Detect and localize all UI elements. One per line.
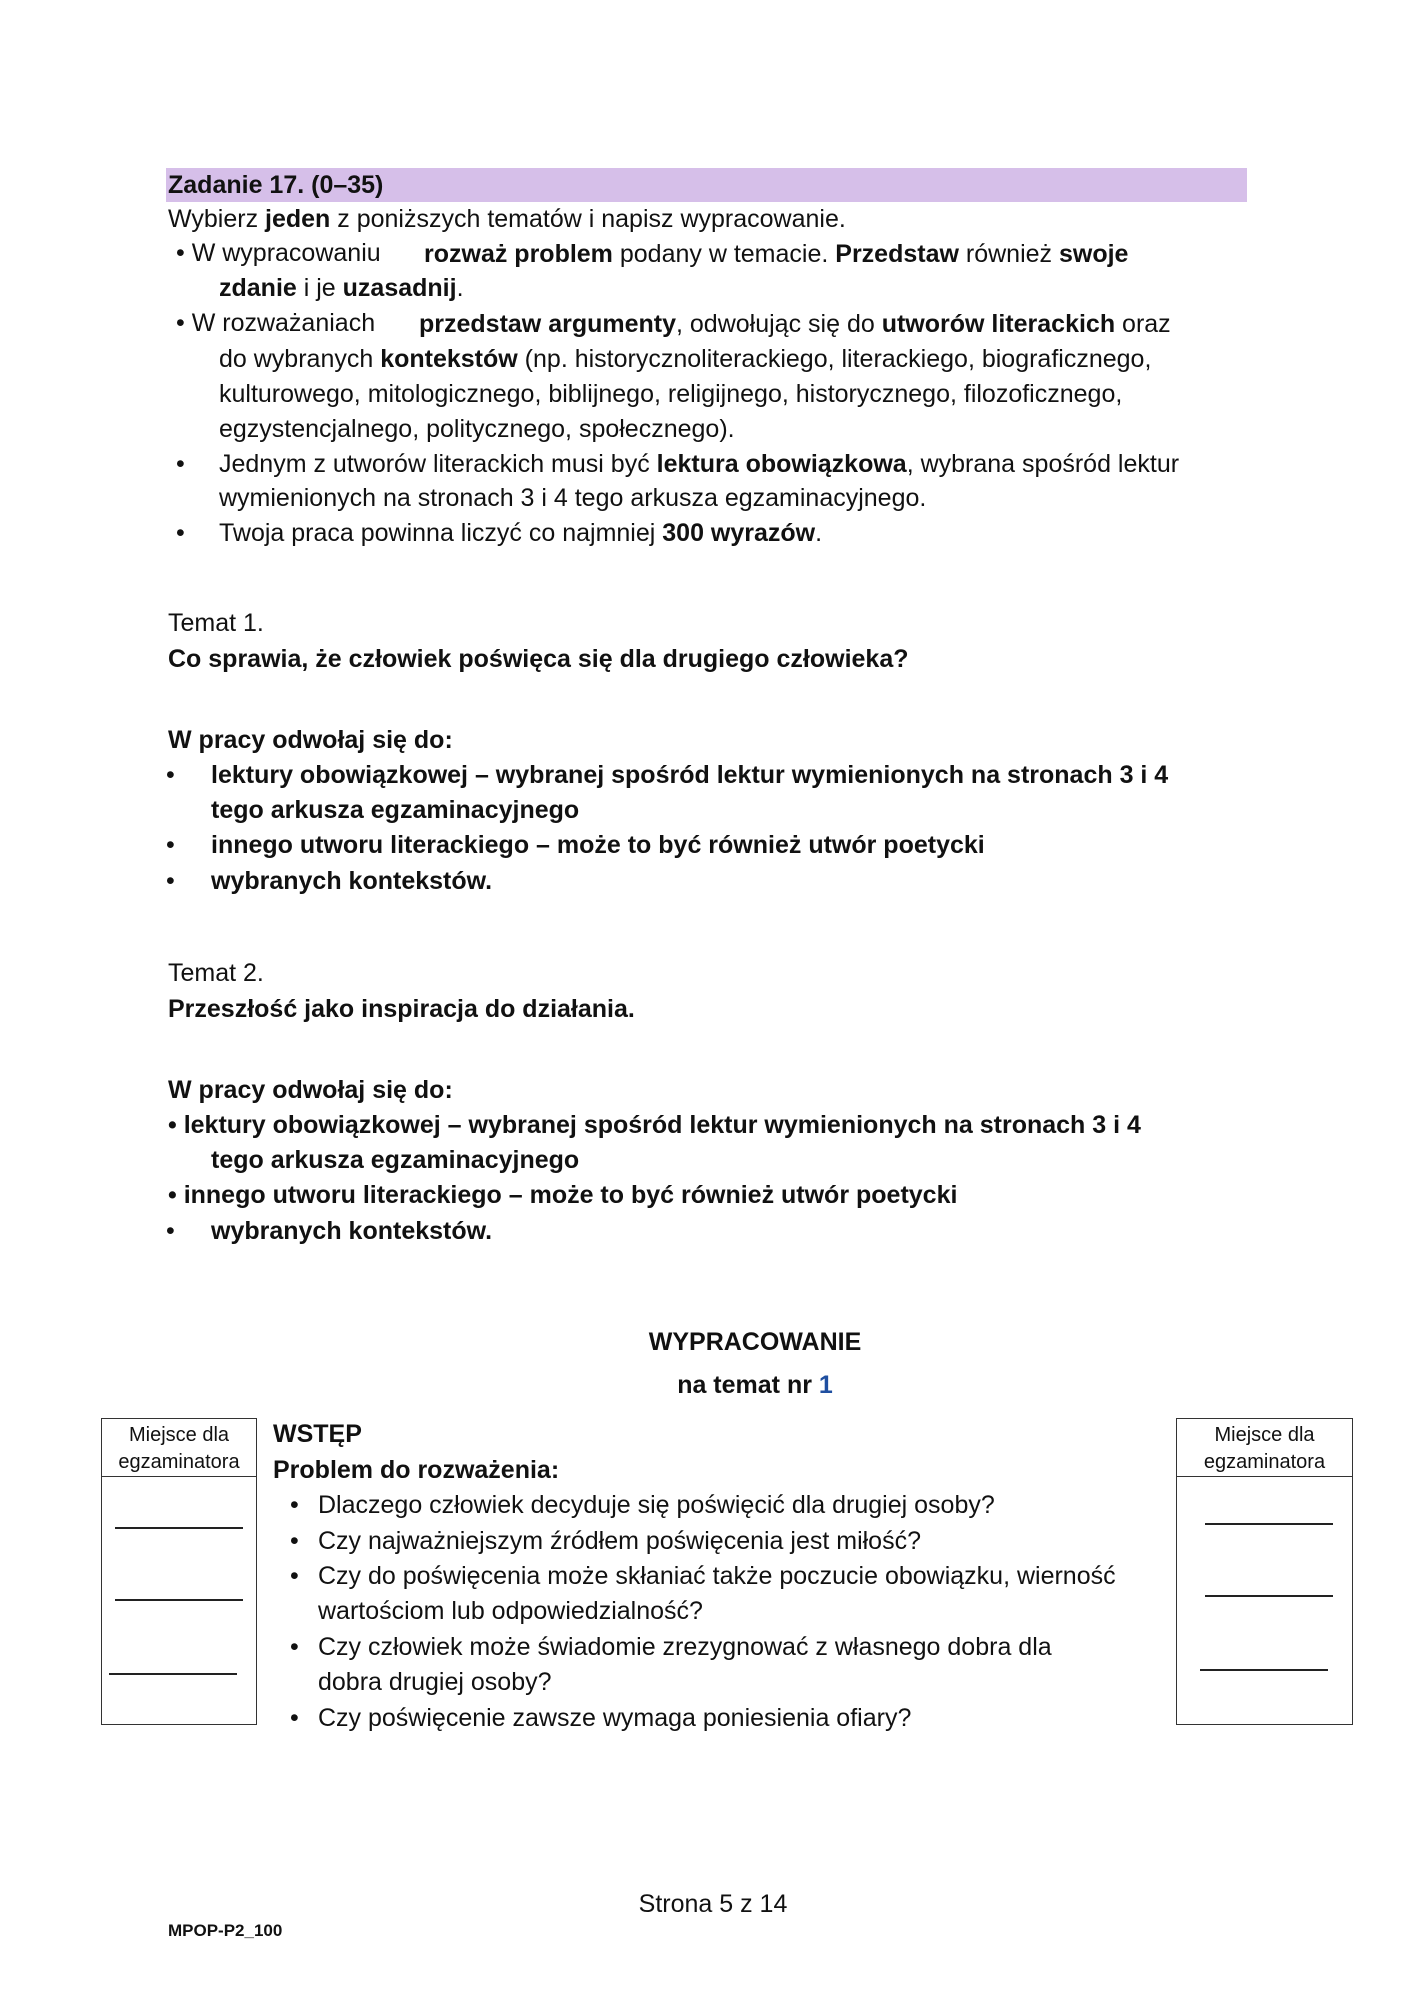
rule2-line3: kulturowego, mitologicznego, biblijnego, religijnego, historycznego, filozoficznego, (219, 380, 1123, 408)
task-header (166, 168, 1247, 202)
question-3-line2: wartościom lub odpowiedzialność? (318, 1597, 703, 1625)
question-4-line2: dobra drugiej osoby? (318, 1668, 552, 1696)
rule2-line4: egzystencjalnego, politycznego, społecznego). (219, 415, 735, 443)
rule1-line2 (219, 271, 464, 306)
question-2: Czy najważniejszym źródłem poświęcenia jest miłość? (318, 1527, 921, 1555)
rule2-lead-text: • W rozważaniach (176, 309, 376, 337)
rule2-bold1: przedstaw argumenty (419, 310, 677, 338)
rule4-bold: 300 wyrazów (662, 519, 816, 547)
task-header-label: Zadanie 17. (0–35) (168, 171, 384, 199)
question-bullet: • (290, 1527, 299, 1555)
topic2-ref1-line1: • lektury obowiązkowej – wybranej spośród lektur wymienionych na stronach 3 i 4 (168, 1111, 1141, 1139)
rule2-text3: do wybranych (219, 345, 381, 373)
examiner-box-left-line1: Miejsce dla (128, 1424, 230, 1446)
rule3-text1: Jednym z utworów literackich musi być (219, 450, 657, 478)
rule2-line1-rest (419, 307, 1171, 342)
topic1-title: Co sprawia, że człowiek poświęca się dla drugiego człowieka? (168, 645, 909, 673)
intro-bold: jeden (265, 205, 331, 233)
rule2-line2 (219, 342, 1151, 377)
essay-heading: WYPRACOWANIE (648, 1328, 862, 1356)
essay-subheading-text: na temat nr (677, 1371, 819, 1399)
intro-text-end: z poniższych tematów i napisz wypracowanie. (330, 205, 846, 233)
topic1-ref1-line2: tego arkusza egzaminacyjnego (211, 796, 580, 824)
rule3-bullet: • (176, 450, 185, 478)
document-code: MPOP-P2_100 (168, 1921, 283, 1940)
rule2-bold3: kontekstów (380, 345, 518, 373)
task-intro (168, 202, 846, 237)
essay-topic-number: 1 (818, 1371, 833, 1399)
examiner-box-right-line2: egzaminatora (1203, 1451, 1326, 1473)
essay-subheading (0, 1368, 1414, 1403)
rule1-text3: i je (296, 274, 343, 302)
rule1-bold5: uzasadnij (342, 274, 457, 302)
score-line[interactable] (115, 1599, 243, 1601)
question-bullet: • (290, 1491, 299, 1519)
topic2-ref2: • innego utworu literackiego – może to być również utwór poetycki (168, 1181, 958, 1209)
rule1-line1-rest (424, 237, 1128, 272)
examiner-box-right-line1: Miejsce dla (1214, 1424, 1315, 1446)
topic2-ref1-line2: tego arkusza egzaminacyjnego (211, 1146, 580, 1174)
score-line[interactable] (1205, 1595, 1333, 1597)
topic1-ref1-bullet: • (166, 761, 175, 789)
rule1-bold3: swoje (1058, 240, 1129, 268)
rule1-text2: również (958, 240, 1059, 268)
topic2-label: Temat 2. (168, 959, 264, 987)
question-4-line1: Czy człowiek może świadomie zrezygnować z własnego dobra dla (318, 1633, 1052, 1661)
topic1-label: Temat 1. (168, 609, 264, 637)
rule1-line1 (176, 236, 381, 271)
question-1: Dlaczego człowiek decyduje się poświęcić dla drugiej osoby? (318, 1491, 995, 1519)
rule2-text4: (np. historycznoliterackiego, literackiego, biograficznego, (517, 345, 1152, 373)
intro-text: Wybierz (168, 205, 266, 233)
examiner-box-right (1176, 1418, 1353, 1725)
rule3-line2: wymienionych na stronach 3 i 4 tego arkusza egzaminacyjnego. (219, 484, 927, 512)
topic2-refs-heading: W pracy odwołaj się do: (168, 1076, 453, 1104)
question-5: Czy poświęcenie zawsze wymaga poniesienia ofiary? (318, 1704, 912, 1732)
rule4-text2: . (815, 519, 823, 547)
rule3-bold: lektura obowiązkowa (656, 450, 907, 478)
topic2-title: Przeszłość jako inspiracja do działania. (168, 995, 635, 1023)
rule1-lead: • W wypracowaniu (176, 239, 381, 267)
topic1-ref3-bullet: • (166, 867, 175, 895)
essay-problem-label: Problem do rozważenia: (273, 1456, 560, 1484)
question-bullet: • (290, 1562, 299, 1590)
examiner-box-left (101, 1418, 257, 1725)
topic2-ref3-bullet: • (166, 1217, 175, 1245)
page-number: Strona 5 z 14 (638, 1890, 788, 1918)
examiner-box-left-line2: egzaminatora (118, 1451, 240, 1473)
rule1-bold4: zdanie (219, 274, 297, 302)
score-line[interactable] (115, 1527, 243, 1529)
rule3-text2: , wybrana spośród lektur (906, 450, 1180, 478)
topic1-ref1-line1: lektury obowiązkowej – wybranej spośród lektur wymienionych na stronach 3 i 4 (211, 761, 1169, 789)
examiner-box-left-header (102, 1419, 256, 1477)
question-3-line1: Czy do poświęcenia może skłaniać także poczucie obowiązku, wierność (318, 1562, 1116, 1590)
topic2-ref3: wybranych kontekstów. (211, 1217, 493, 1245)
topic1-ref2-bullet: • (166, 831, 175, 859)
rule3-line1 (219, 447, 1179, 482)
rule1-text4: . (456, 274, 464, 302)
examiner-box-right-header (1177, 1419, 1352, 1477)
score-line[interactable] (109, 1673, 237, 1675)
question-bullet: • (290, 1633, 299, 1661)
question-bullet: • (290, 1704, 299, 1732)
rule2-lead (176, 306, 375, 341)
rule4-text1: Twoja praca powinna liczyć co najmniej (219, 519, 663, 547)
rule1-bold2: Przedstaw (835, 240, 959, 268)
topic1-ref3: wybranych kontekstów. (211, 867, 493, 895)
rule2-text2: oraz (1115, 310, 1171, 338)
score-line[interactable] (1200, 1669, 1328, 1671)
topic1-refs-heading: W pracy odwołaj się do: (168, 726, 453, 754)
rule1-text1: podany w temacie. (612, 240, 836, 268)
rule1-bold1: rozważ problem (424, 240, 613, 268)
essay-section-title: WSTĘP (273, 1420, 362, 1448)
rule4-bullet: • (176, 519, 185, 547)
topic1-ref2: innego utworu literackiego – może to być również utwór poetycki (211, 831, 985, 859)
rule2-bold2: utworów literackich (881, 310, 1116, 338)
rule2-text1: , odwołując się do (676, 310, 882, 338)
rule4-line (219, 516, 822, 551)
score-line[interactable] (1205, 1523, 1333, 1525)
